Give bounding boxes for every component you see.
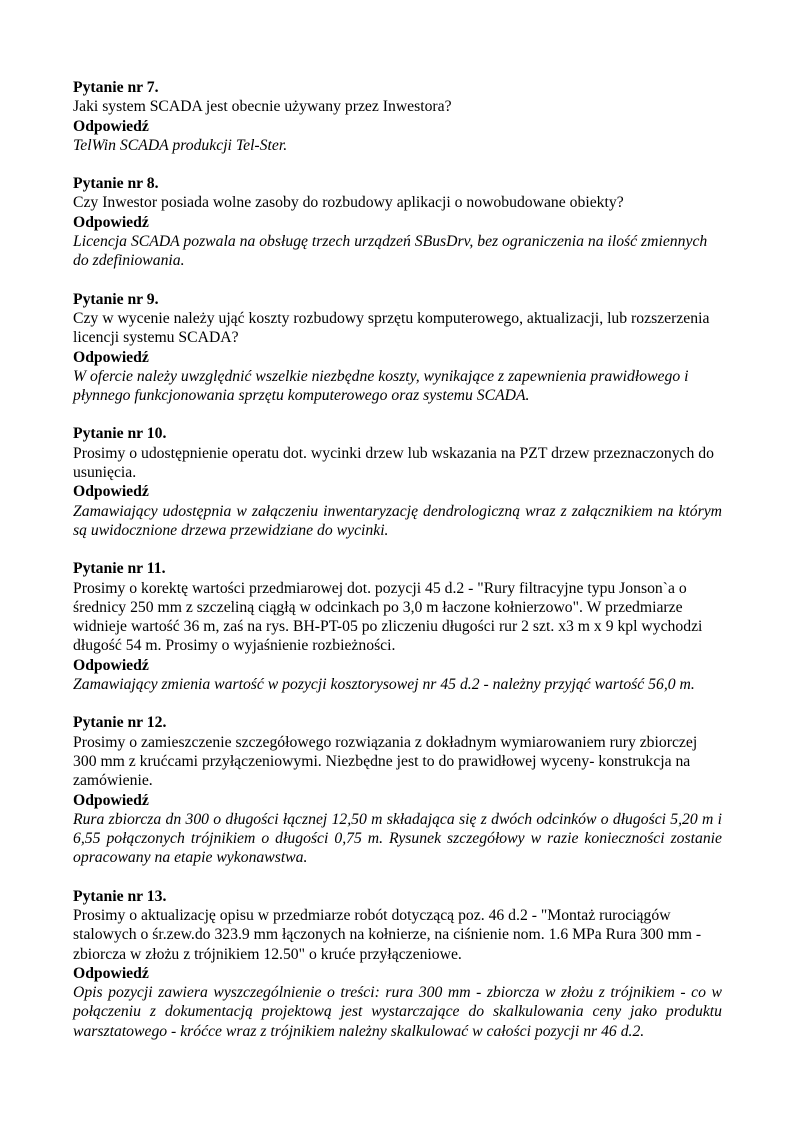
qa-block-9 (73, 290, 722, 406)
answer-text: Rura zbiorcza dn 300 o długości łącznej 12,50 m składająca się z dwóch odcinków o długości 5,20 m i 6,55 połączonych trójnikiem o długości 0,75 m. Rysunek szczegółowy w razie konieczności zostanie opracowany na etapie wykonawstwa. (73, 810, 722, 867)
question-number-heading: Pytanie nr 11. (73, 560, 166, 578)
qa-block-13 (73, 887, 722, 1041)
question-number-heading: Pytanie nr 13. (73, 887, 167, 905)
answer-heading: Odpowiedź (73, 964, 149, 982)
qa-block-10 (73, 424, 722, 540)
answer-heading: Odpowiedź (73, 348, 149, 366)
answer-text: Zamawiający udostępnia w załączeniu inwentaryzację dendrologiczną wraz z załącznikiem na którym są uwidocznione drzewa przewidziane do wycinki. (73, 502, 722, 539)
question-text: Jaki system SCADA jest obecnie używany przez Inwestora? (73, 98, 452, 116)
qa-block-8 (73, 174, 722, 270)
question-number-heading: Pytanie nr 12. (73, 714, 167, 732)
answer-text: W ofercie należy uwzględnić wszelkie niezbędne koszty, wynikające z zapewnienia prawidłowego i płynnego funkcjonowania sprzętu komputerowego oraz systemu SCADA. (73, 367, 689, 405)
answer-heading: Odpowiedź (73, 656, 149, 674)
answer-heading: Odpowiedź (73, 213, 149, 231)
question-text: Prosimy o korektę wartości przedmiarowej dot. pozycji 45 d.2 - "Rury filtracyjne typu Jonson`a o średnicy 250 mm z szczeliną ciągłą w odcinkach po 3,0 m łaczone kołnierzowo". W przedmiarze widnieje wartość 36 m, zaś na rys. BH-PT-05 po zliczeniu długości rur 2 szt. x3 m x 9 kpl wychodzi długość 54 m. Prosimy o wyjaśnienie rozbieżności. (73, 579, 703, 655)
question-number-heading: Pytanie nr 8. (73, 175, 159, 193)
answer-text: TelWin SCADA produkcji Tel-Ster. (73, 136, 288, 154)
answer-heading: Odpowiedź (73, 117, 149, 135)
answer-text: Opis pozycji zawiera wyszczególnienie o treści: rura 300 mm - zbiorcza w złożu z trójnikiem - co w połączeniu z dokumentacją projektową jest wystarczające do skalkulowania ceny jako produktu warsztatowego - króćce wraz z trójnikiem należny skalkulować w całości pozycji nr 46 d.2. (73, 984, 722, 1040)
question-text: Czy w wycenie należy ująć koszty rozbudowy sprzętu komputerowego, aktualizacji, lub rozszerzenia licencji systemu SCADA? (73, 309, 710, 347)
answer-text: Licencja SCADA pozwala na obsługę trzech urządzeń SBusDrv, bez ograniczenia na ilość zmiennych do zdefiniowania. (73, 233, 708, 270)
answer-heading: Odpowiedź (73, 791, 149, 809)
question-text: Prosimy o udostępnienie operatu dot. wycinki drzew lub wskazania na PZT drzew przeznaczonych do usunięcia. (73, 444, 714, 482)
answer-heading: Odpowiedź (73, 483, 149, 501)
answer-text: Zamawiający zmienia wartość w pozycji kosztorysowej nr 45 d.2 - należny przyjąć wartość 56,0 m. (73, 676, 695, 694)
question-text: Czy Inwestor posiada wolne zasoby do rozbudowy aplikacji o nowobudowane obiekty? (73, 194, 624, 212)
question-number-heading: Pytanie nr 9. (73, 290, 159, 308)
qa-block-7 (73, 78, 722, 155)
question-number-heading: Pytanie nr 7. (73, 79, 159, 96)
question-text: Prosimy o aktualizację opisu w przedmiarze robót dotyczącą poz. 46 d.2 - "Montaż rurociągów stalowych o śr.zew.do 323.9 mm łączonych na kołnierze, na ciśnienie nom. 1.6 MPa Rura 300 mm - zbiorcza w złożu z trójnikiem 12.50" o kruće przyłączeniowe. (73, 906, 702, 963)
question-text: Prosimy o zamieszczenie szczegółowego rozwiązania z dokładnym wymiarowaniem rury zbiorczej 300 mm z krućcami przyłączeniowymi. Niezbędne jest to do prawidłowej wyceny- konstrukcja na zamówienie. (73, 733, 698, 790)
qa-block-11 (73, 559, 722, 694)
qa-block-12 (73, 713, 722, 867)
question-number-heading: Pytanie nr 10. (73, 425, 167, 443)
